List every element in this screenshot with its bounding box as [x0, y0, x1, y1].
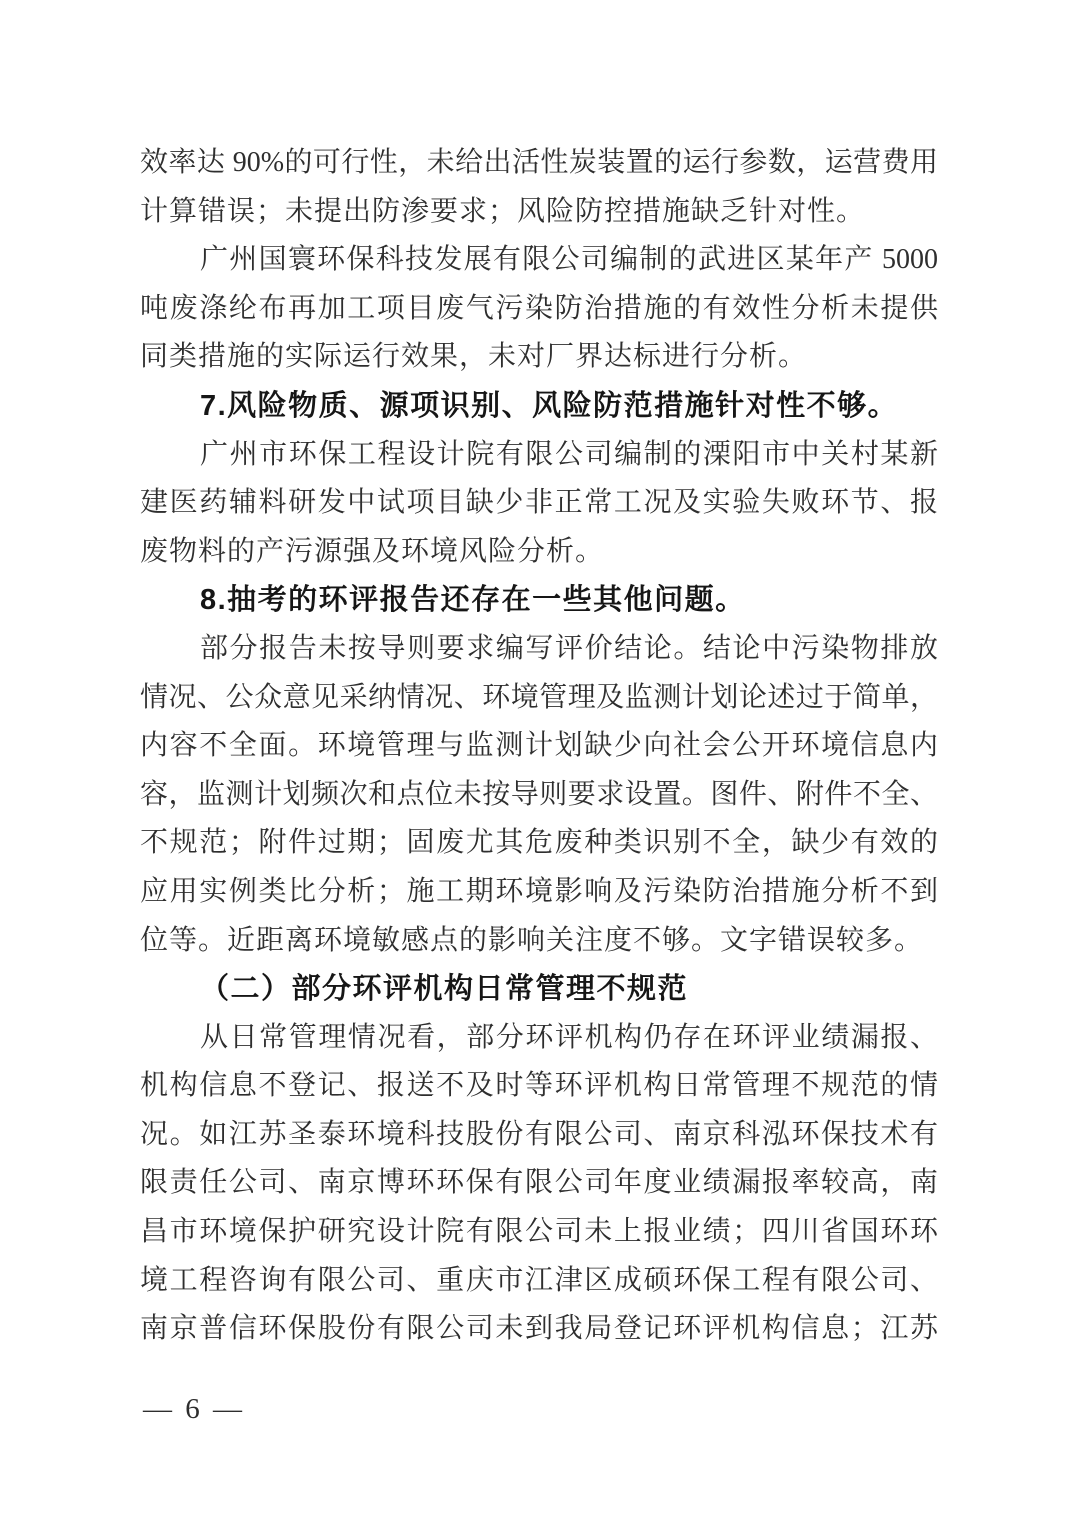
- text-line: 应用实例类比分析；施工期环境影响及污染防治措施分析不到: [140, 875, 938, 907]
- section-heading-2: （二）部分环评机构日常管理不规范: [200, 973, 689, 1006]
- text-line: 从日常管理情况看，部分环评机构仍存在环评业绩漏报、: [200, 1021, 938, 1053]
- text-line: 情况、公众意见采纳情况、环境管理及监测计划论述过于简单，: [140, 681, 938, 713]
- text-line: 机构信息不登记、报送不及时等环评机构日常管理不规范的情: [140, 1070, 938, 1102]
- text-line: 计算错误；未提出防渗要求；风险防控措施缺乏针对性。: [140, 195, 866, 227]
- document-text: [140, 139, 938, 1354]
- text-line: 同类措施的实际运行效果，未对厂界达标进行分析。: [140, 341, 808, 373]
- text-line: 废物料的产污源强及环境风险分析。: [140, 535, 605, 567]
- section-heading-7: 7.风险物质、源项识别、风险防范措施针对性不够。: [200, 389, 899, 422]
- text-line: 部分报告未按导则要求编写评价结论。结论中污染物排放: [200, 632, 938, 664]
- text-line: 广州市环保工程设计院有限公司编制的溧阳市中关村某新: [200, 438, 938, 470]
- section-heading-8: 8.抽考的环评报告还存在一些其他问题。: [200, 584, 746, 617]
- text-line: 不规范；附件过期；固废尤其危废种类识别不全，缺少有效的: [140, 827, 938, 859]
- text-line: 限责任公司、南京博环环保有限公司年度业绩漏报率较高，南: [140, 1167, 938, 1199]
- text-line: 效率达 90%的可行性，未给出活性炭装置的运行参数，运营费用: [140, 147, 938, 178]
- page-number: — 6 —: [143, 1393, 245, 1425]
- text-line: 吨废涤纶布再加工项目废气污染防治措施的有效性分析未提供: [140, 292, 938, 324]
- text-line: 内容不全面。环境管理与监测计划缺少向社会公开环境信息内: [140, 730, 938, 762]
- text-line: 广州国寰环保科技发展有限公司编制的武进区某年产 5000: [200, 244, 938, 276]
- text-line: 容，监测计划频次和点位未按导则要求设置。图件、附件不全、: [140, 778, 938, 810]
- text-line: 况。如江苏圣泰环境科技股份有限公司、南京科泓环保技术有: [140, 1118, 938, 1150]
- text-line: 昌市环境保护研究设计院有限公司未上报业绩；四川省国环环: [140, 1216, 938, 1248]
- text-line: 位等。近距离环境敏感点的影响关注度不够。文字错误较多。: [140, 924, 924, 956]
- text-line: 建医药辅料研发中试项目缺少非正常工况及实验失败环节、报: [140, 487, 938, 519]
- text-line: 境工程咨询有限公司、重庆市江津区成硕环保工程有限公司、: [140, 1264, 938, 1296]
- text-line: 南京普信环保股份有限公司未到我局登记环评机构信息；江苏: [140, 1313, 938, 1345]
